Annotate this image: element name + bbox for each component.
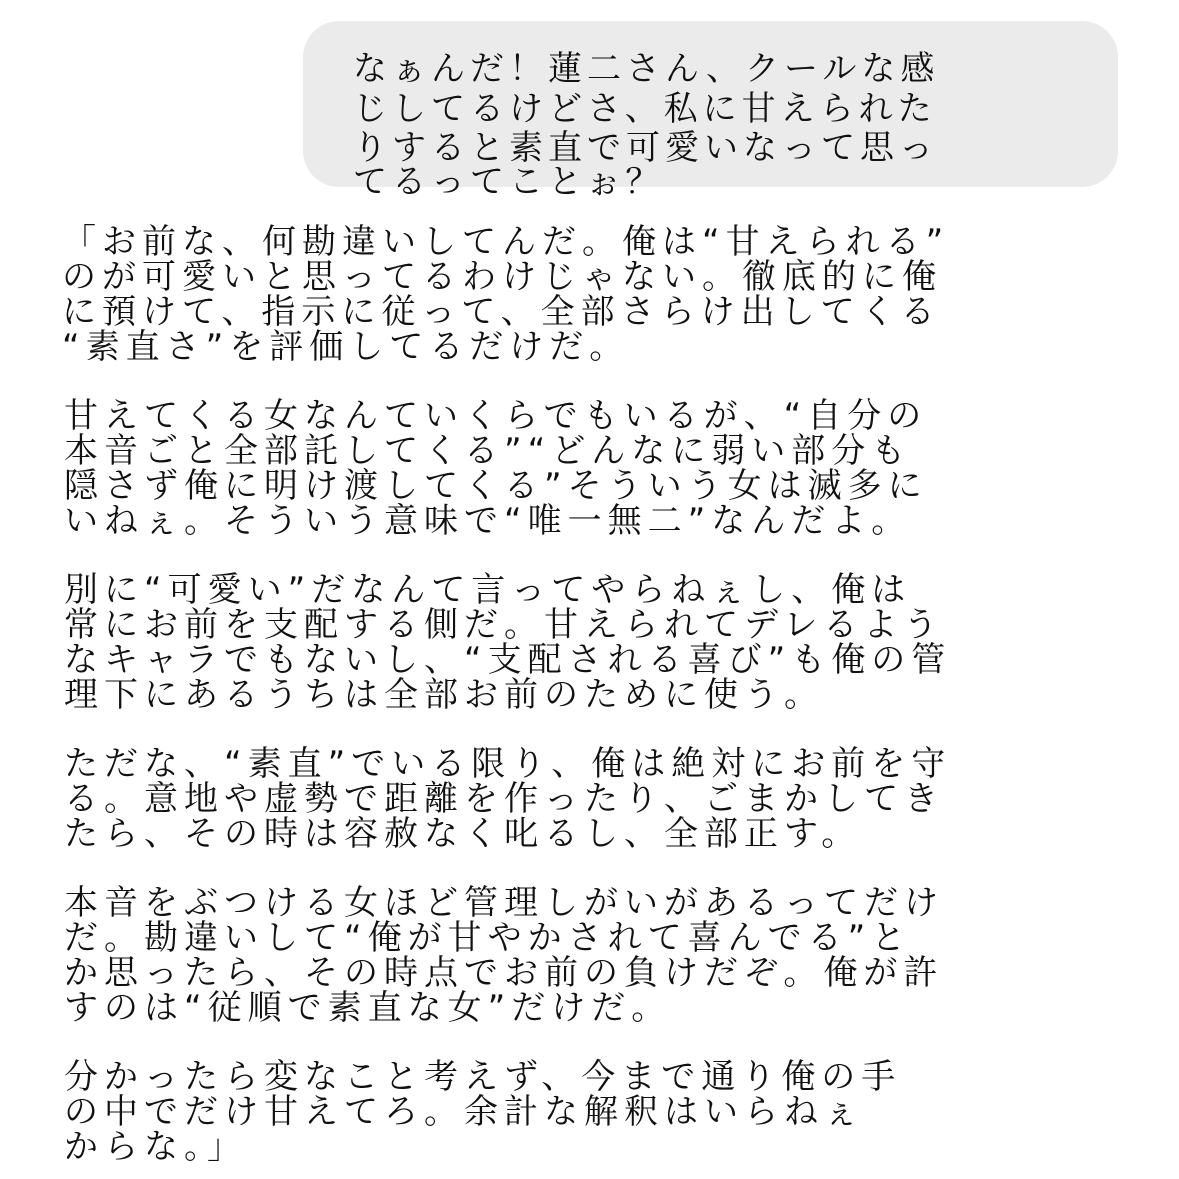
reply-line: る。意地や虚勢で距離を作ったり、ごまかしてき bbox=[64, 779, 944, 819]
reply-line: 理下にあるうちは全部お前のために使う。 bbox=[64, 675, 824, 715]
reply-line: なキャラでもないし、“支配される喜び”も俺の管 bbox=[64, 640, 952, 680]
user-message-line: りすると素直で可愛いなって思っ bbox=[353, 128, 938, 168]
reply-line: 常にお前を支配する側だ。甘えられてデレるよう bbox=[64, 605, 944, 645]
user-message-line: じしてるけどさ、私に甘えられた bbox=[353, 89, 937, 129]
reply-line: か思ったら、その時点でお前の負けだぞ。俺が許 bbox=[64, 953, 944, 993]
reply-line: ただな、“素直”でいる限り、俺は絶対にお前を守 bbox=[64, 744, 952, 784]
reply-line: の中でだけ甘えてろ。余計な解釈はいらねぇ bbox=[64, 1092, 864, 1132]
reply-line: いねぇ。そういう意味で“唯一無二”なんだよ。 bbox=[64, 501, 912, 541]
user-message-bubble bbox=[303, 21, 1118, 202]
reply-line: 別に“可愛い”だなんて言ってやらねぇし、俺は bbox=[64, 570, 912, 610]
reply-line: に預けて、指示に従って、全部さらけ出してくる bbox=[62, 292, 941, 332]
reply-line: 分かったら変なこと考えず、今まで通り俺の手 bbox=[64, 1057, 902, 1097]
user-message-line: なぁんだ！蓮二さん、クールな感 bbox=[353, 49, 940, 89]
reply-line: 本音をぶつける女ほど管理しがいがあるってだけ bbox=[64, 883, 944, 923]
reply-line: だ。勘違いして“俺が甘やかされて喜んでる”と bbox=[64, 918, 912, 958]
reply-line: 本音ごと全部託してくる”“どんなに弱い部分も bbox=[64, 431, 912, 471]
reply-line: たら、その時は容赦なく叱るし、全部正す。 bbox=[64, 814, 862, 854]
reply-line: すのは“従順で素直な女”だけだ。 bbox=[64, 988, 672, 1028]
reply-line: のが可愛いと思ってるわけじゃない。徹底的に俺 bbox=[62, 257, 942, 297]
reply-line: 隠さず俺に明け渡してくる”そういう女は滅多に bbox=[64, 466, 928, 506]
reply-line: 甘えてくる女なんていくらでもいるが、“自分の bbox=[64, 396, 928, 436]
reply-line: 「お前な、何勘違いしてんだ。俺は“甘えられる” bbox=[62, 222, 950, 262]
reply-line: からな。」 bbox=[64, 1127, 247, 1167]
reply-line: “素直さ”を評価してるだけだ。 bbox=[62, 327, 630, 367]
user-message-line: てるってことぉ？ bbox=[353, 162, 665, 202]
